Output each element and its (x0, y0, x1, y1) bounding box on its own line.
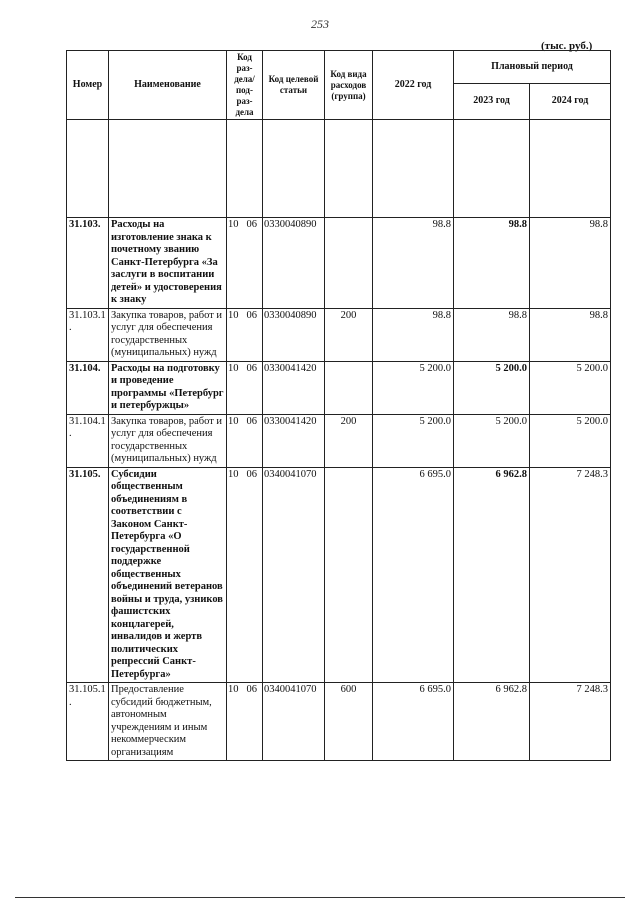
row-value-2022: 5 200.0 (373, 361, 454, 414)
row-value-2022: 5 200.0 (373, 414, 454, 467)
row-name: Расходы на изготовление знака к почетному званию Санкт-Петербурга «За заслуги в воспитании детей» и удостоверения к знаку (109, 218, 227, 309)
header-year-2023: 2023 год (454, 83, 530, 119)
header-year-2022: 2022 год (373, 51, 454, 120)
row-section: 10 (228, 468, 239, 480)
row-name: Закупка товаров, работ и услуг для обеспечения государственных (муниципальных) нужд (109, 414, 227, 467)
row-section-code (227, 361, 263, 414)
row-value-2023: 6 962.8 (454, 467, 530, 683)
row-expense-group (325, 218, 373, 309)
row-name: Субсидии общественным объединениям в соответствии с Законом Санкт-Петербурга «О государственной поддержке общественных объединений ветеранов войны и труда, узников фашистских концлагерей, инвалидов и жертв политических репрессий Санкт-Петербурга» (109, 467, 227, 683)
page-bottom-rule (15, 897, 625, 898)
row-expense-group: 200 (325, 414, 373, 467)
row-section-code (227, 218, 263, 309)
table-body (67, 218, 611, 761)
row-subsection: 06 (246, 362, 257, 374)
row-name: Расходы на подготовку и проведение программы «Петербург и петербуржцы» (109, 361, 227, 414)
table-row (67, 361, 611, 414)
row-value-2024: 98.8 (530, 218, 611, 309)
row-section: 10 (228, 362, 239, 374)
budget-table (66, 50, 611, 761)
row-subsection: 06 (246, 219, 257, 230)
row-number: 31.104.1 . (67, 414, 109, 467)
row-expense-group (325, 467, 373, 683)
table-row (67, 467, 611, 683)
row-expense-group (325, 361, 373, 414)
row-value-2024: 98.8 (530, 308, 611, 361)
row-target-code: 0340041070 (263, 467, 325, 683)
page-number: 253 (311, 17, 329, 31)
row-number: 31.105.1 . (67, 683, 109, 761)
row-section: 10 (228, 684, 239, 695)
table-row (67, 218, 611, 309)
row-value-2022: 98.8 (373, 218, 454, 309)
row-target-code: 0330041420 (263, 361, 325, 414)
header-name: Наименование (109, 51, 227, 120)
row-section-code (227, 308, 263, 361)
header-section-code: Код раз- дела/ под- раз- дела (227, 51, 263, 120)
row-section-code (227, 414, 263, 467)
row-subsection: 06 (246, 415, 257, 427)
row-value-2023: 5 200.0 (454, 414, 530, 467)
row-section-code (227, 683, 263, 761)
row-value-2023: 98.8 (454, 218, 530, 309)
row-expense-group: 200 (325, 308, 373, 361)
units-label: (тыс. руб.) (541, 40, 593, 52)
header-number: Номер (67, 51, 109, 120)
row-target-code: 0330040890 (263, 218, 325, 309)
row-section: 10 (228, 309, 239, 321)
header-year-2024: 2024 год (530, 83, 611, 119)
row-number: 31.103.1 . (67, 308, 109, 361)
row-value-2024: 5 200.0 (530, 361, 611, 414)
header-expense-type-code: Код вида расходов (группа) (325, 51, 373, 120)
row-section: 10 (228, 415, 239, 427)
header-target-code: Код целевой статьи (263, 51, 325, 120)
row-value-2022: 6 695.0 (373, 467, 454, 683)
row-value-2024: 7 248.3 (530, 467, 611, 683)
row-value-2023: 5 200.0 (454, 361, 530, 414)
row-number: 31.103. (67, 218, 109, 309)
table-row (67, 414, 611, 467)
header-planned-period: Плановый период (454, 51, 611, 84)
header-spacer-row (67, 120, 611, 218)
row-subsection: 06 (246, 684, 257, 695)
row-number: 31.105. (67, 467, 109, 683)
row-target-code: 0330041420 (263, 414, 325, 467)
row-subsection: 06 (246, 468, 257, 480)
row-section-code (227, 467, 263, 683)
row-value-2023: 6 962.8 (454, 683, 530, 761)
table-row (67, 308, 611, 361)
row-value-2022: 6 695.0 (373, 683, 454, 761)
row-target-code: 0330040890 (263, 308, 325, 361)
table-row (67, 683, 611, 761)
row-value-2022: 98.8 (373, 308, 454, 361)
row-expense-group: 600 (325, 683, 373, 761)
row-value-2024: 7 248.3 (530, 683, 611, 761)
row-value-2024: 5 200.0 (530, 414, 611, 467)
row-subsection: 06 (246, 309, 257, 321)
row-number: 31.104. (67, 361, 109, 414)
row-name: Предоставление субсидий бюджетным, автономным учреждениям и иным некоммерческим организациям (109, 683, 227, 761)
row-target-code: 0340041070 (263, 683, 325, 761)
row-name: Закупка товаров, работ и услуг для обеспечения государственных (муниципальных) нужд (109, 308, 227, 361)
row-value-2023: 98.8 (454, 308, 530, 361)
row-section: 10 (228, 219, 239, 230)
